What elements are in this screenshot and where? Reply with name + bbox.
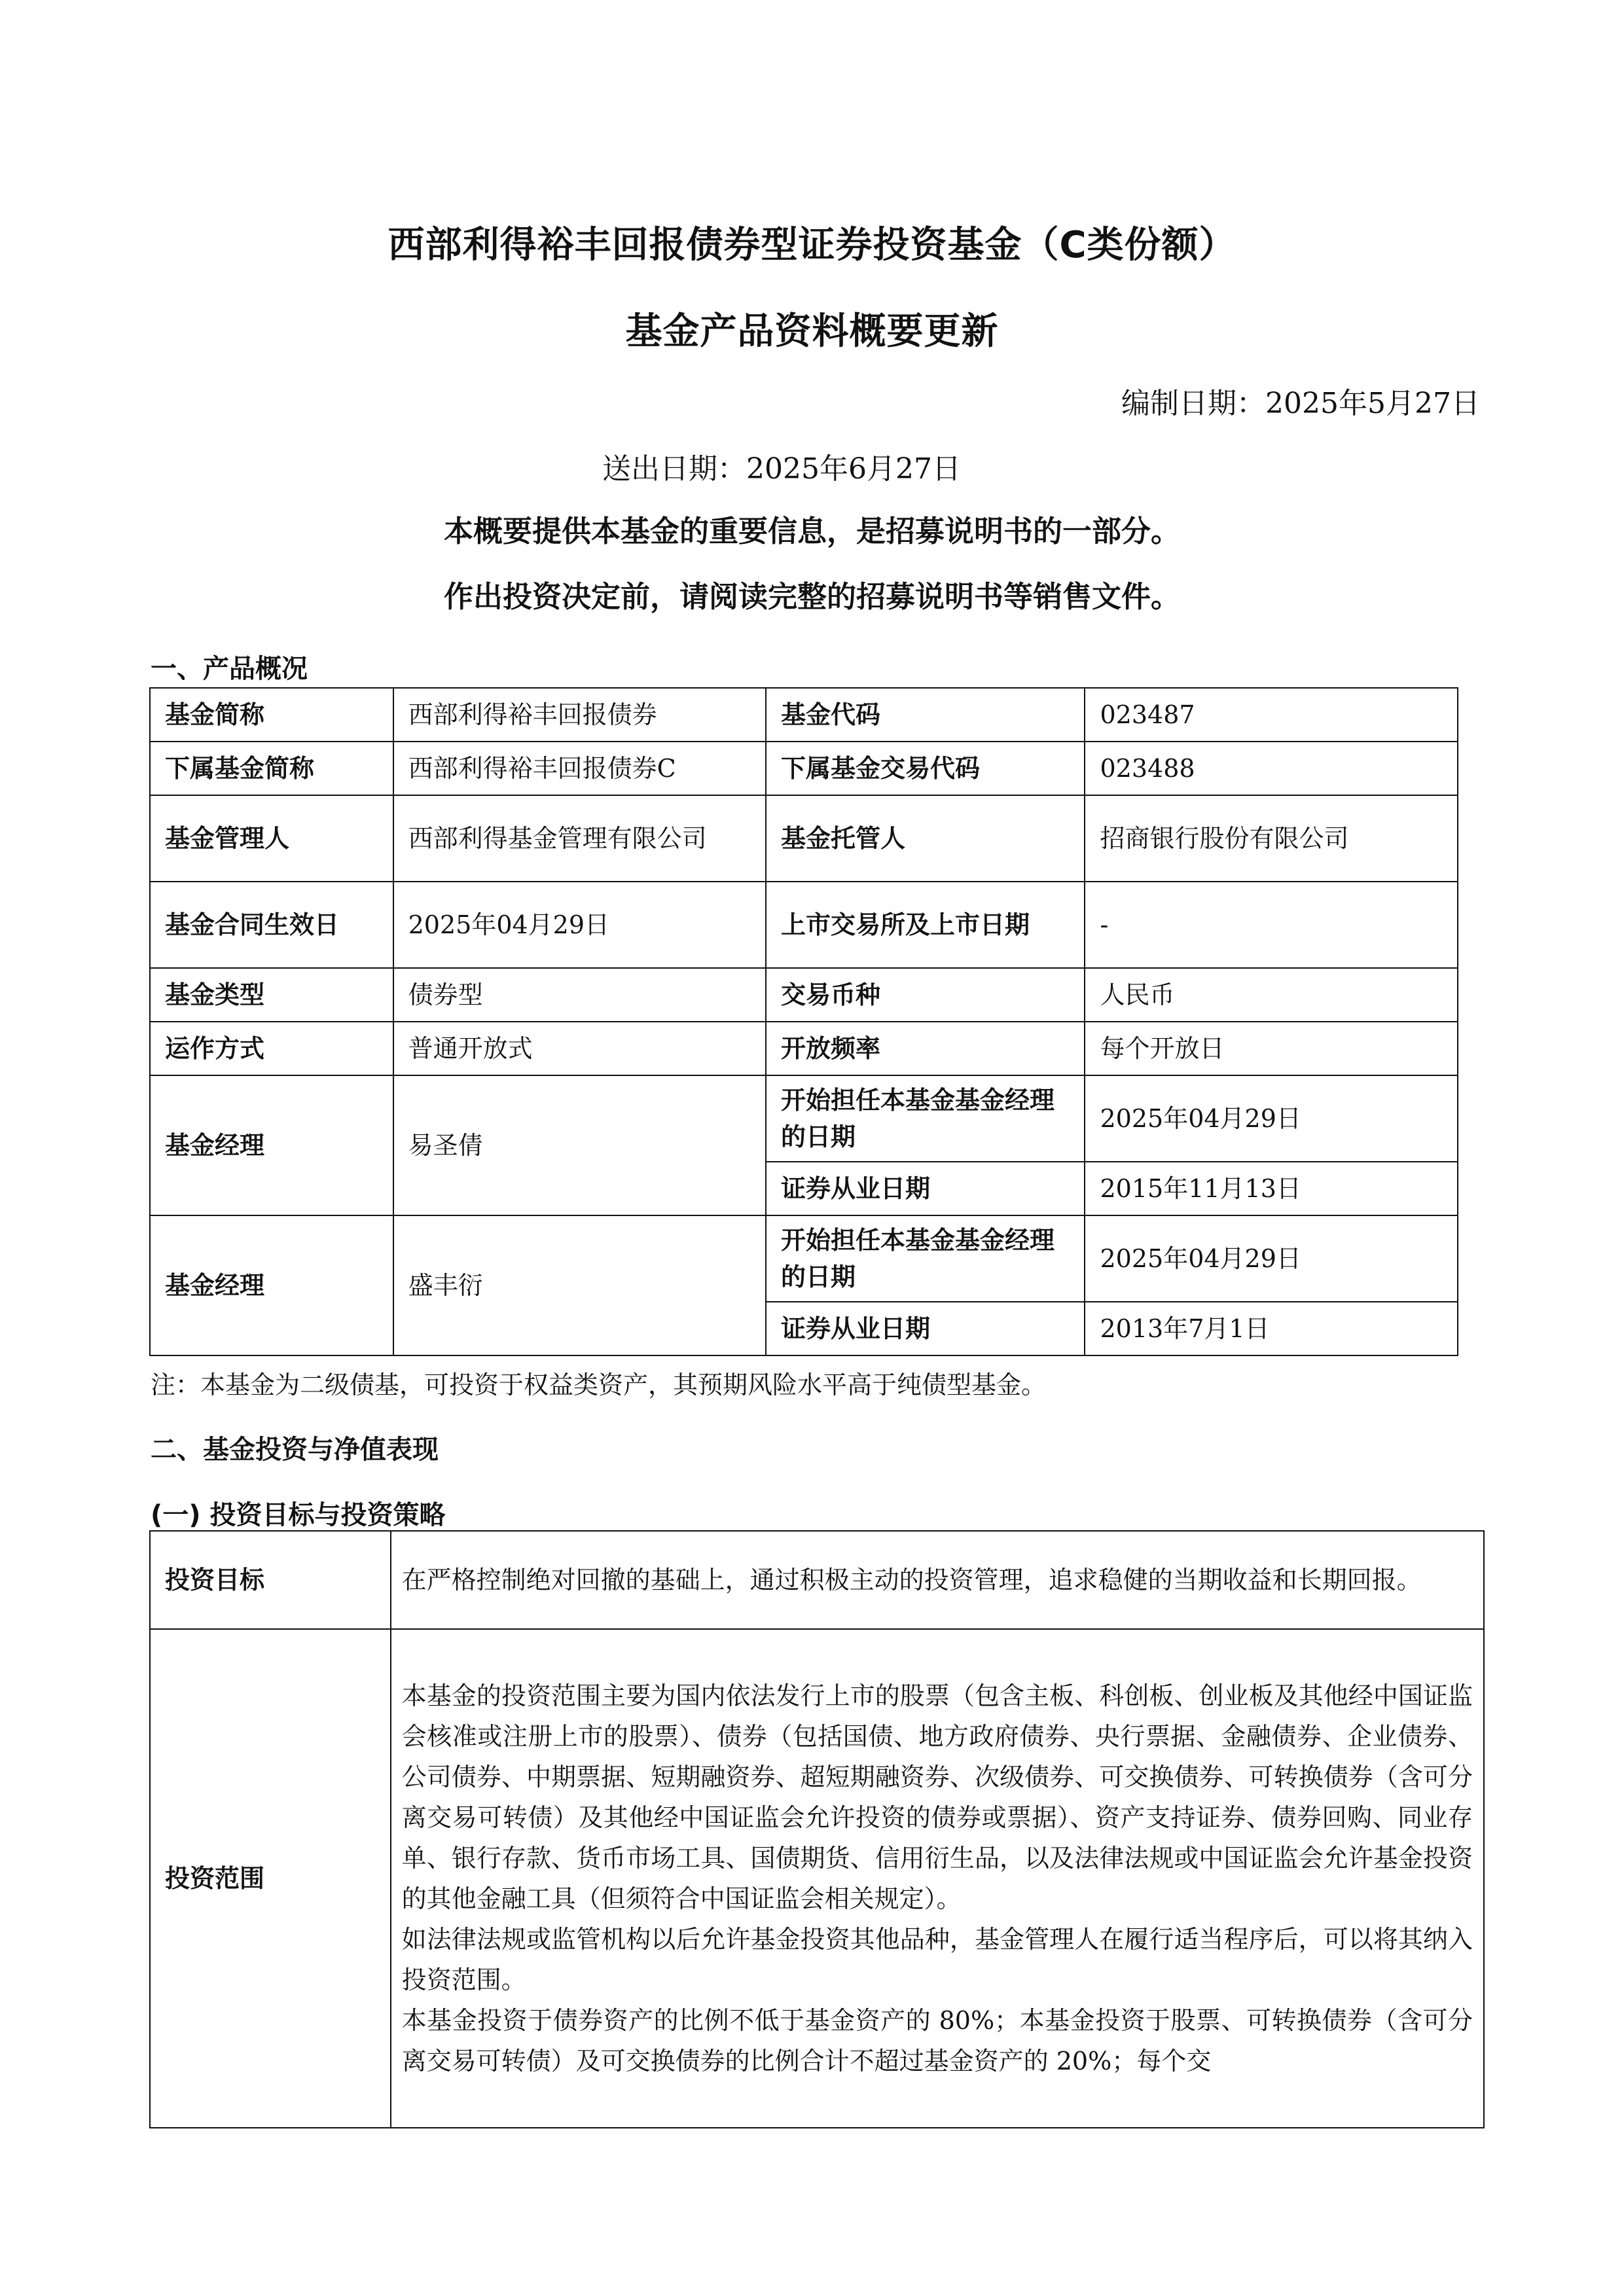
scope-paragraph-2: 如法律法规或监管机构以后允许基金投资其他品种，基金管理人在履行适当程序后，可以将其纳入投资范围。 [401, 1925, 1473, 1994]
product-overview-table [149, 687, 1458, 1356]
fund-type-label: 基金类型 [150, 968, 393, 1022]
fund-manager-1-name: 易圣倩 [393, 1075, 766, 1215]
fund-type-value: 债券型 [393, 968, 766, 1022]
section-heading-overview: 一、产品概况 [151, 654, 308, 684]
objective-value: 在严格控制绝对回撤的基础上，通过积极主动的投资管理，追求稳健的当期收益和长期回报。 [391, 1531, 1484, 1629]
investment-strategy-table [149, 1530, 1485, 2128]
table-row [150, 688, 1458, 742]
fund-manager-1-start: 2025年04月29日 [1085, 1075, 1458, 1162]
custodian-value: 招商银行股份有限公司 [1085, 795, 1458, 882]
fund-manager-2-start-label: 开始担任本基金基金经理的日期 [766, 1215, 1085, 1302]
table-row [150, 968, 1458, 1022]
scope-value [391, 1629, 1484, 2128]
fund-manager-1-start-label: 开始担任本基金基金经理的日期 [766, 1075, 1085, 1162]
table-row [150, 1215, 1458, 1302]
table-row [150, 1022, 1458, 1075]
fund-manager-1-career-label: 证券从业日期 [766, 1162, 1085, 1215]
currency-value: 人民币 [1085, 968, 1458, 1022]
fund-manager-2-name: 盛丰衍 [393, 1215, 766, 1355]
notice-line-1: 本概要提供本基金的重要信息，是招募说明书的一部分。 [443, 514, 1180, 548]
fund-code-value: 023487 [1085, 688, 1458, 742]
currency-label: 交易币种 [766, 968, 1085, 1022]
fund-manager-2-career-label: 证券从业日期 [766, 1302, 1085, 1355]
fund-manager-2-start: 2025年04月29日 [1085, 1215, 1458, 1302]
overview-note: 注：本基金为二级债基，可投资于权益类资产，其预期风险水平高于纯债型基金。 [151, 1371, 1047, 1399]
sub-fund-code-label: 下属基金交易代码 [766, 742, 1085, 795]
section-heading-investment: 二、基金投资与净值表现 [151, 1435, 439, 1465]
effective-date-value: 2025年04月29日 [393, 882, 766, 968]
scope-paragraph-3: 本基金投资于债券资产的比例不低于基金资产的 80%；本基金投资于股票、可转换债券（含可分离交易可转债）及可交换债券的比例合计不超过基金资产的 20%；每个交 [401, 2006, 1473, 2075]
table-row [150, 795, 1458, 882]
send-date: 送出日期：2025年6月27日 [602, 452, 961, 486]
operation-label: 运作方式 [150, 1022, 393, 1075]
frequency-label: 开放频率 [766, 1022, 1085, 1075]
effective-date-label: 基金合同生效日 [150, 882, 393, 968]
document-title: 西部利得裕丰回报债券型证券投资基金（C类份额） [388, 224, 1236, 266]
objective-label: 投资目标 [150, 1531, 391, 1629]
table-row [150, 1629, 1484, 2128]
manager-value: 西部利得基金管理有限公司 [393, 795, 766, 882]
manager-label: 基金管理人 [150, 795, 393, 882]
table-row [150, 1531, 1484, 1629]
fund-code-label: 基金代码 [766, 688, 1085, 742]
table-row [150, 1075, 1458, 1162]
custodian-label: 基金托管人 [766, 795, 1085, 882]
compile-date: 编制日期：2025年5月27日 [1121, 387, 1480, 420]
table-row [150, 742, 1458, 795]
sub-fund-code-value: 023488 [1085, 742, 1458, 795]
fund-manager-2-career: 2013年7月1日 [1085, 1302, 1458, 1355]
fund-manager-1-career: 2015年11月13日 [1085, 1162, 1458, 1215]
fund-name-value: 西部利得裕丰回报债券 [393, 688, 766, 742]
sub-fund-name-value: 西部利得裕丰回报债券C [393, 742, 766, 795]
sub-fund-name-label: 下属基金简称 [150, 742, 393, 795]
fund-manager-1-label: 基金经理 [150, 1075, 393, 1215]
fund-manager-2-label: 基金经理 [150, 1215, 393, 1355]
listing-value: - [1085, 882, 1458, 968]
scope-label: 投资范围 [150, 1629, 391, 2128]
document-subtitle: 基金产品资料概要更新 [625, 310, 999, 353]
notice-line-2: 作出投资决定前，请阅读完整的招募说明书等销售文件。 [443, 579, 1180, 614]
table-row [150, 882, 1458, 968]
subsection-heading-objective: (一) 投资目标与投资策略 [151, 1500, 446, 1530]
scope-paragraph-1: 本基金的投资范围主要为国内依法发行上市的股票（包含主板、科创板、创业板及其他经中国证监会核准或注册上市的股票）、债券（包括国债、地方政府债券、央行票据、金融债券、企业债券、公司债券、中期票据、短期融资券、超短期融资券、次级债券、可交换债券、可转换债券（含可分离交易可转债）及其他经中国证监会允许投资的债券或票据）、资产支持证券、债券回购、同业存单、银行存款、货币市场工具、国债期货、信用衍生品，以及法律法规或中国证监会允许基金投资的其他金融工具（但须符合中国证监会相关规定）。 [401, 1681, 1473, 1913]
operation-value: 普通开放式 [393, 1022, 766, 1075]
fund-name-label: 基金简称 [150, 688, 393, 742]
listing-label: 上市交易所及上市日期 [766, 882, 1085, 968]
frequency-value: 每个开放日 [1085, 1022, 1458, 1075]
